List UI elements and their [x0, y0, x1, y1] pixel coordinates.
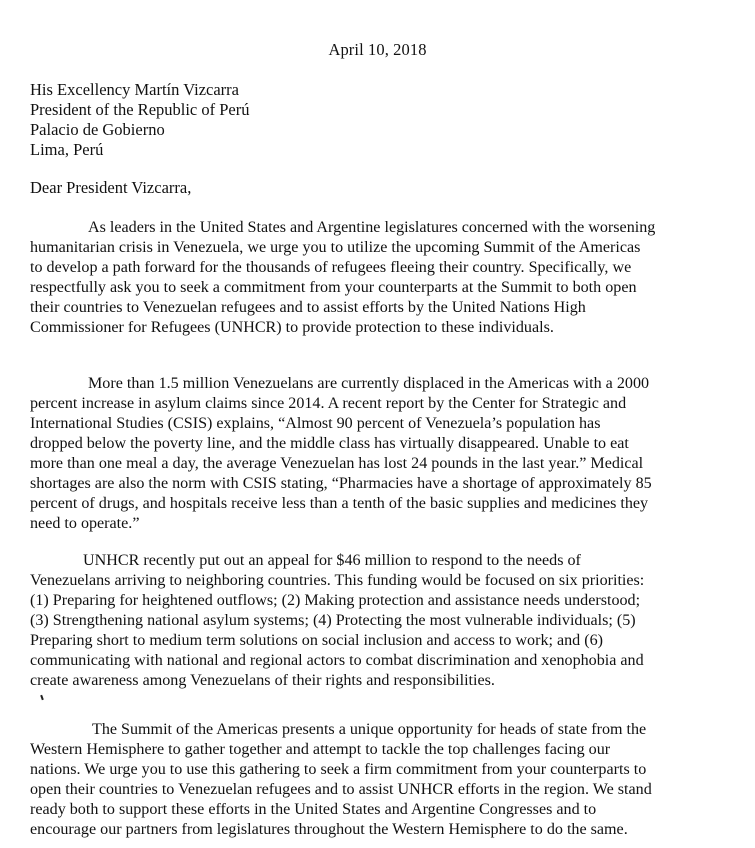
paragraph-4 [30, 720, 730, 840]
paragraph-line: percent increase in asylum claims since 2014. A recent report by the Center for Strategic and [30, 395, 627, 412]
paragraph-line: shortages are also the norm with CSIS stating, “Pharmacies have a shortage of approximately 85 [30, 475, 652, 492]
paragraph-line: UNHCR recently put out an appeal for $46 million to respond to the needs of [83, 552, 581, 569]
paragraph-line: Western Hemisphere to gather together and attempt to tackle the top challenges facing our [30, 741, 611, 758]
paragraph-line: Commissioner for Refugees (UNHCR) to provide protection to these individuals. [30, 319, 554, 336]
address-line: Lima, Perú [30, 140, 104, 159]
paragraph-line: ready both to support these efforts in the United States and Argentine Congresses and to [30, 801, 597, 818]
paragraph-line: Venezuelans arriving to neighboring countries. This funding would be focused on six priorities: [30, 572, 645, 589]
salutation: Dear President Vizcarra, [30, 178, 192, 197]
paragraph-line: The Summit of the Americas presents a unique opportunity for heads of state from the [92, 721, 647, 738]
paragraph-line: communicating with national and regional actors to combat discrimination and xenophobia and [30, 652, 644, 669]
paragraph-line: nations. We urge you to use this gathering to seek a firm commitment from your counterparts to [30, 761, 647, 778]
address-line: His Excellency Martín Vizcarra [30, 80, 239, 99]
paragraph-line: need to operate.” [30, 515, 140, 532]
paragraph-1 [30, 218, 730, 338]
paragraph-line: humanitarian crisis in Venezuela, we urge you to utilize the upcoming Summit of the Americas [30, 239, 641, 256]
paragraph-line: dropped below the poverty line, and the middle class has virtually disappeared. Unable to eat [30, 435, 629, 452]
paragraph-3 [30, 551, 730, 691]
paragraph-line: More than 1.5 million Venezuelans are currently displaced in the Americas with a 2000 [88, 375, 650, 392]
paragraph-line: As leaders in the United States and Argentine legislatures concerned with the worsening [88, 219, 656, 236]
recipient-address [30, 80, 250, 160]
paragraph-line: create awareness among Venezuelans of their rights and responsibilities. [30, 672, 495, 689]
paragraph-line: to develop a path forward for the thousands of refugees fleeing their country. Specifically, we [30, 259, 632, 276]
paragraph-line: International Studies (CSIS) explains, “Almost 90 percent of Venezuela’s population has [30, 415, 601, 432]
letter-date: April 10, 2018 [328, 40, 427, 59]
stray-mark [40, 695, 44, 700]
paragraph-line: (3) Strengthening national asylum systems; (4) Protecting the most vulnerable individuals; (5) [30, 612, 636, 629]
paragraph-line: more than one meal a day, the average Venezuelan has lost 24 pounds in the last year.” Medical [30, 455, 644, 472]
address-line: Palacio de Gobierno [30, 120, 165, 139]
paragraph-line: open their countries to Venezuelan refugees and to assist UNHCR efforts in the region. We stand [30, 781, 652, 798]
paragraph-line: their countries to Venezuelan refugees and to assist efforts by the United Nations High [30, 299, 586, 316]
paragraph-line: Preparing short to medium term solutions on social inclusion and access to work; and (6) [30, 632, 604, 649]
paragraph-2 [30, 374, 730, 534]
paragraph-line: encourage our partners from legislatures throughout the Western Hemisphere to do the same. [30, 821, 628, 838]
paragraph-line: respectfully ask you to seek a commitment from your counterparts at the Summit to both open [30, 279, 637, 296]
address-line: President of the Republic of Perú [30, 100, 250, 119]
paragraph-line: (1) Preparing for heightened outflows; (2) Making protection and assistance needs understood; [30, 592, 641, 609]
paragraph-line: percent of drugs, and hospitals receive less than a tenth of the basic supplies and medicines they [30, 495, 649, 512]
